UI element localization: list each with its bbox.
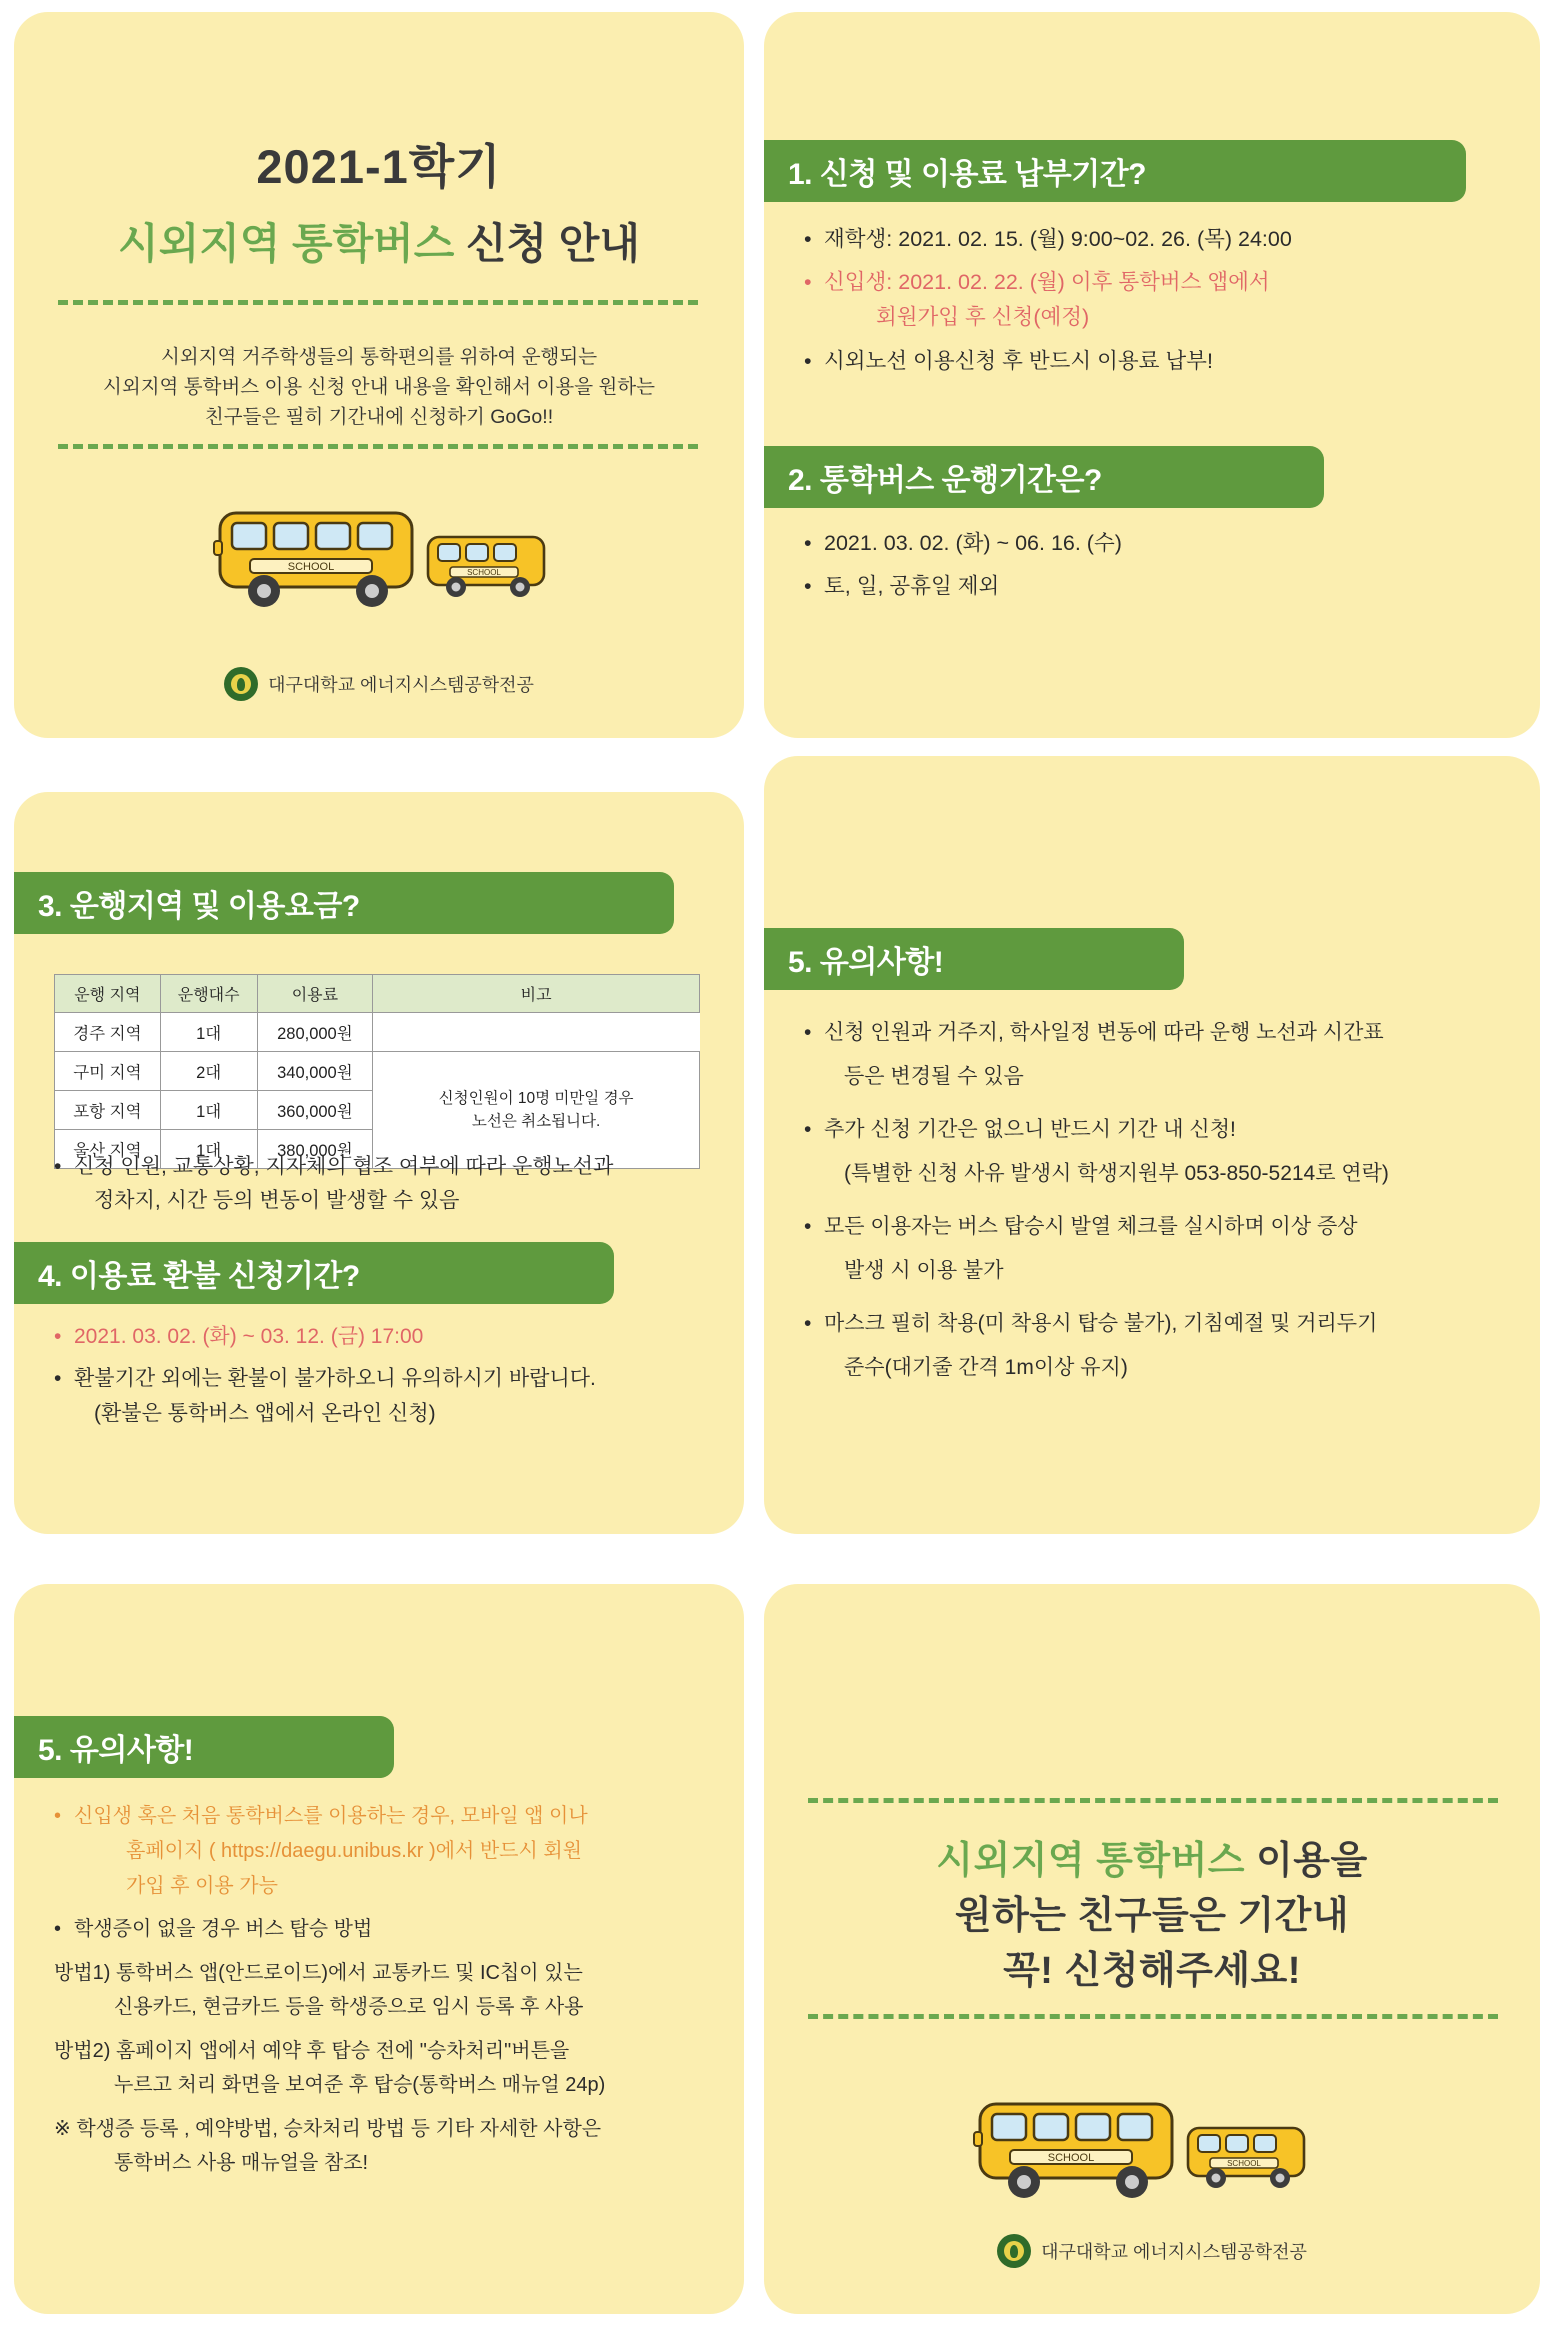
list-item-label: 2021. 03. 02. (화) ~ 03. 12. (금) 17:00 [74,1325,424,1348]
table-cell: 280,000원 [257,1013,373,1052]
list-item [54,1837,726,1866]
section-card-5b [14,1584,744,2314]
list-item [804,267,1504,298]
closing-line-1 [764,1834,1540,1889]
list-item-label: 추가 신청 기간은 없으니 반드시 기간 내 신청! [824,1117,1236,1141]
table-cell: 380,000원 [257,1130,373,1169]
bus-illustration [14,477,744,637]
text-line: 누르고 처리 화면을 보여준 후 탑승(통학버스 매뉴얼 24p) [114,2074,606,2096]
text-line: 통학버스 사용 매뉴얼을 참조! [114,2152,369,2174]
closing-line-1-green: 시외지역 통학버스 [936,1840,1246,1882]
section-5a-list [804,1018,1516,1406]
title-card [14,12,744,738]
list-item-label: 시외노선 이용신청 후 반드시 이용료 납부! [824,348,1213,373]
title-line-2-dark: 신청 안내 [465,220,640,267]
university-seal-icon [997,2234,1031,2268]
table-cell: 1대 [160,1130,257,1169]
list-item [804,1018,1516,1048]
bullet-dot-icon: • [54,1367,62,1391]
list-item [54,1364,714,1394]
lead-line-3: 친구들은 필히 기간내에 신청하기 GoGo!! [204,406,554,429]
title-line-2 [14,211,744,271]
bullet-dot-icon: • [54,1918,62,1940]
svg-text:SCHOOL: SCHOOL [1227,2159,1261,2168]
list-item [54,1872,726,1901]
section-card-1-2 [764,12,1540,738]
footer-logo-closing [764,2234,1540,2268]
list-item-label: 신청 인원, 교통상황, 지자체의 협조 여부에 따라 운행노선과 [74,1155,614,1178]
table-col-header: 운행 지역 [55,975,161,1013]
table-col-header: 이용료 [257,975,373,1013]
bullet-dot-icon [824,1159,844,1189]
closing-line-2: 원하는 친구들은 기간내 [954,1895,1350,1938]
title-line-1: 2021-1학기 [256,140,502,193]
table-cell: 2대 [160,1052,257,1091]
table-cell: 360,000원 [257,1091,373,1130]
section-4-heading: 4. 이용료 환불 신청기간? [14,1242,614,1304]
bullet-dot-icon: • [804,1117,812,1141]
text-line: 방법1) 통학버스 앱(안드로이드)에서 교통카드 및 IC칩이 있는 [54,1962,583,1984]
table-note-line: 신청인원이 10명 미만일 경우 [438,1089,634,1107]
list-item [804,346,1504,377]
divider-bottom [58,444,698,449]
bullet-dot-icon: • [804,348,812,373]
text-line: 신용카드, 현금카드 등을 학생증으로 임시 등록 후 사용 [114,1996,584,2018]
fare-table [54,974,700,1169]
svg-text:SCHOOL: SCHOOL [467,568,501,577]
list-item [804,1353,1516,1383]
section-4-list [54,1322,714,1441]
list-item-label: 모든 이용자는 버스 탑승시 발열 체크를 실시하며 이상 증상 [824,1214,1358,1238]
list-item [804,1159,1516,1189]
section-1-heading: 1. 신청 및 이용료 납부기간? [764,140,1466,202]
list-item-label: 가입 후 이용 가능 [126,1875,278,1897]
list-item-label: 환불기간 외에는 환불이 불가하오니 유의하시기 바랍니다. [74,1367,596,1391]
section-5a-heading: 5. 유의사항! [764,928,1184,990]
title-line-2-green: 시외지역 통학버스 [118,220,455,267]
bullet-dot-icon: • [804,574,812,599]
school-bus-icon [14,477,744,637]
bullet-dot-icon: • [54,1155,62,1178]
svg-text:SCHOOL: SCHOOL [287,561,335,573]
university-seal-icon [224,667,258,701]
table-cell: 포항 지역 [55,1091,161,1130]
bus-illustration-closing [764,2064,1540,2234]
list-item-label: 신입생 혹은 처음 통학버스를 이용하는 경우, 모바일 앱 이나 [74,1805,588,1827]
bullet-dot-icon [74,1186,94,1216]
table-cell: 1대 [160,1091,257,1130]
closing-card [764,1584,1540,2314]
list-item [54,1322,714,1352]
list-item [804,528,1404,559]
section-2-list [804,528,1404,614]
list-item [804,571,1404,602]
table-row [55,1013,700,1052]
bullet-dot-icon [824,1062,844,1092]
list-item-label: 회원가입 후 신청(예정) [876,305,1090,330]
bullet-dot-icon [106,1872,126,1901]
list-item [804,1309,1516,1339]
bullet-dot-icon: • [804,270,812,295]
table-header-row [55,975,700,1013]
bullet-dot-icon: • [804,227,812,251]
footer-logo [14,667,744,701]
list-item-label: 홈페이지 ( https://daegu.unibus.kr )에서 반드시 회원 [126,1840,582,1862]
table-cell: 경주 지역 [55,1013,161,1052]
bullet-dot-icon [824,1353,844,1383]
bullet-dot-icon: • [54,1805,62,1827]
table-col-header: 비고 [373,975,700,1013]
list-item-label: 토, 일, 공휴일 제외 [824,574,1000,599]
section-3-list [54,1152,714,1229]
list-item-label: (환불은 통학버스 앱에서 온라인 신청) [94,1401,436,1425]
section-card-5a [764,756,1540,1534]
table-body [55,1013,700,1169]
divider-top-closing [808,1798,1498,1803]
list-item [54,1186,714,1216]
closing-message [764,1834,1540,1999]
section-card-3-4 [14,792,744,1534]
bullet-dot-icon: • [804,1214,812,1238]
bullet-dot-icon [106,1837,126,1866]
divider-bottom-closing [808,2014,1498,2019]
table-note-line: 노선은 취소됩니다. [471,1113,601,1130]
list-item [54,1915,726,1944]
section-5b-heading: 5. 유의사항! [14,1716,394,1778]
divider-top [58,300,698,305]
list-item [54,1399,714,1429]
list-item-label: (특별한 신청 사유 발생시 학생지원부 053-850-5214로 연락) [844,1162,1389,1186]
footer-org-name: 대구대학교 에너지시스템공학전공 [1041,2242,1307,2262]
bullet-dot-icon: • [804,531,812,555]
bullet-dot-icon: • [804,1021,812,1044]
text-line: 방법2) 홈페이지 앱에서 예약 후 탑승 전에 "승차처리"버튼을 [54,2040,570,2062]
bullet-dot-icon: • [804,1311,812,1335]
table-note-cell [373,1052,700,1169]
table-cell: 1대 [160,1013,257,1052]
footer-org-name: 대구대학교 에너지시스템공학전공 [268,675,534,695]
list-item-label: 정차지, 시간 등의 변동이 발생할 수 있음 [94,1189,460,1213]
closing-line-1-dark: 이용을 [1256,1840,1368,1882]
closing-line-3: 꼭! 신청해주세요! [1003,1950,1301,1993]
list-item-label: 준수(대기줄 간격 1m이상 유지) [844,1356,1128,1380]
lead-line-2: 시외지역 통학버스 이용 신청 안내 내용을 확인해서 이용을 원하는 [103,376,655,399]
list-item-label: 학생증이 없을 경우 버스 탑승 방법 [74,1918,373,1940]
bullet-dot-icon [74,1399,94,1429]
section-5b-list [54,1802,726,2192]
bullet-dot-icon: • [54,1325,62,1348]
list-item [804,1115,1516,1145]
section-2-heading: 2. 통학버스 운행기간은? [764,446,1324,508]
lead-line-1: 시외지역 거주학생들의 통학편의를 위하여 운행되는 [160,346,598,368]
list-item [804,1062,1516,1092]
list-item-label: 신청 인원과 거주지, 학사일정 변동에 따라 운행 노선과 시간표 [824,1021,1384,1044]
list-item-label: 2021. 03. 02. (화) ~ 06. 16. (수) [824,531,1122,555]
page-title [14,130,744,271]
bullet-dot-icon [856,302,876,333]
list-item [804,1212,1516,1242]
table-cell: 울산 지역 [55,1130,161,1169]
list-item [54,1152,714,1182]
school-bus-icon [764,2064,1540,2234]
table-cell: 340,000원 [257,1052,373,1091]
table-cell: 구미 지역 [55,1052,161,1091]
list-item-label: 신입생: 2021. 02. 22. (월) 이후 통학버스 앱에서 [824,270,1270,295]
list-item [804,1256,1516,1286]
table-row [55,1052,700,1091]
list-item [804,302,1504,333]
table-col-header: 운행대수 [160,975,257,1013]
list-item-label: 발생 시 이용 불가 [844,1259,1004,1283]
lead-paragraph [14,342,744,433]
list-item-label: 마스크 필히 착용(미 착용시 탑승 불가), 기침예절 및 거리두기 [824,1311,1378,1335]
bullet-dot-icon [824,1256,844,1286]
list-item [54,1802,726,1831]
list-item-label: 등은 변경될 수 있음 [844,1065,1024,1089]
section-3-heading: 3. 운행지역 및 이용요금? [14,872,674,934]
section-1-list [804,224,1504,389]
list-item-label: 재학생: 2021. 02. 15. (월) 9:00~02. 26. (목) 24:00 [824,227,1292,251]
svg-text:SCHOOL: SCHOOL [1047,2152,1095,2164]
list-item [804,224,1504,255]
text-line: ※ 학생증 등록 , 예약방법, 승차처리 방법 등 기타 자세한 사항은 [54,2118,602,2140]
